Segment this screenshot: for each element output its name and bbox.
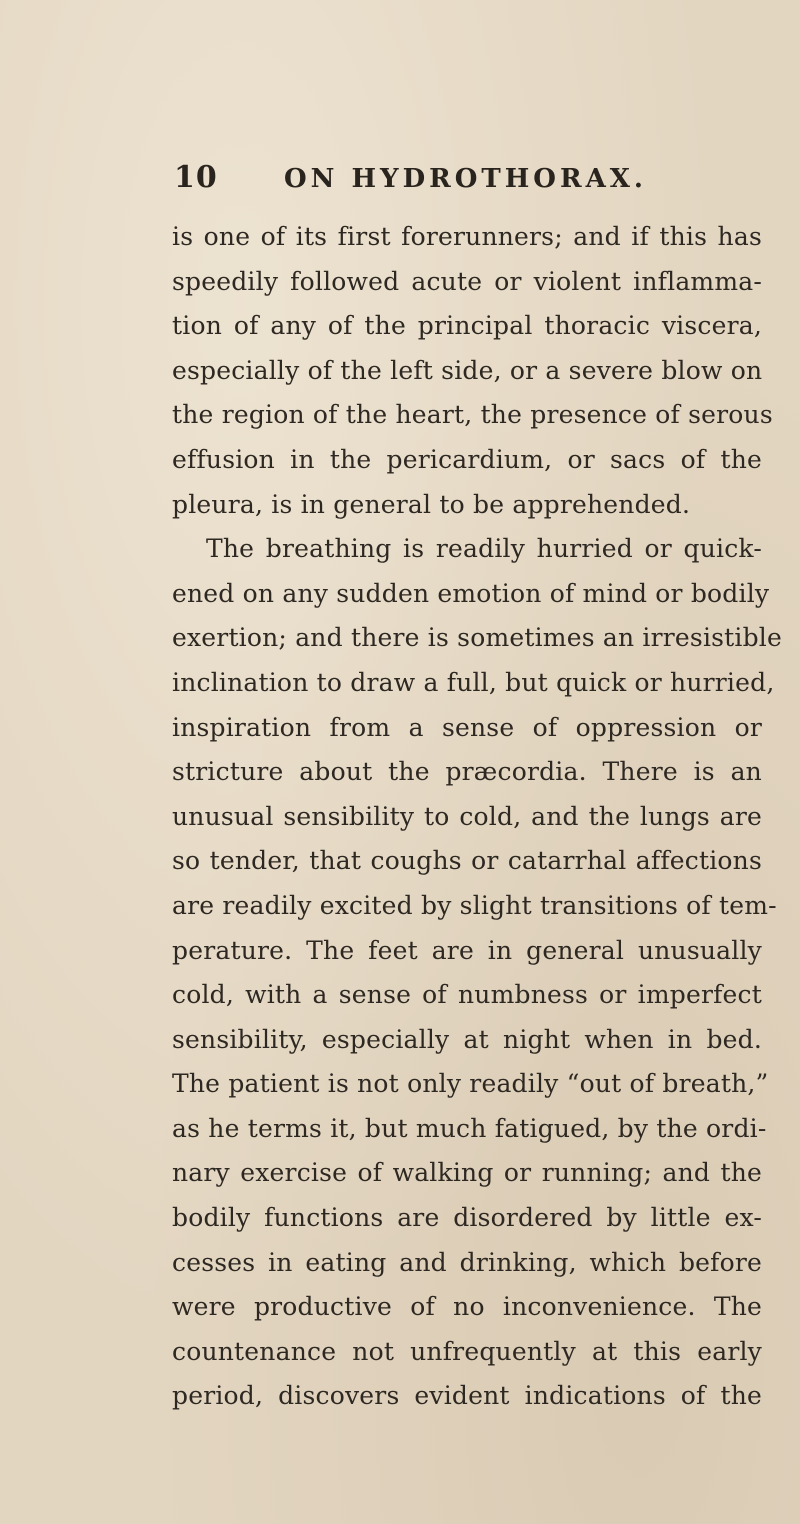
text-line: inclination to draw a full, but quick or hurried,: [172, 667, 775, 697]
running-head: ON HYDROTHORAX.: [284, 164, 647, 194]
text-line: especially of the left side, or a severe blow on: [172, 355, 763, 385]
page-header: [174, 160, 774, 204]
text-line: tion of any of the principal thoracic viscera,: [172, 311, 762, 341]
text-line: were productive of no inconvenience. The: [172, 1292, 762, 1322]
text-line: The patient is not only readily “out of breath,”: [172, 1069, 769, 1099]
text-line: the region of the heart, the presence of serous: [172, 400, 773, 430]
text-line: unusual sensibility to cold, and the lungs are: [172, 801, 762, 831]
text-line: cold, with a sense of numbness or imperfect: [172, 980, 762, 1010]
text-line: exertion; and there is sometimes an irresistible: [172, 623, 783, 653]
text-line: bodily functions are disordered by little ex-: [172, 1203, 762, 1233]
text-line: effusion in the pericardium, or sacs of the: [172, 444, 762, 474]
text-line: sensibility, especially at night when in bed.: [172, 1024, 762, 1054]
text-line: inspiration from a sense of oppression or: [172, 712, 762, 742]
text-line: is one of its first forerunners; and if this has: [172, 222, 762, 251]
text-line: so tender, that coughs or catarrhal affections: [172, 846, 762, 876]
text-line: ened on any sudden emotion of mind or bodily: [172, 578, 770, 608]
text-line: The breathing is readily hurried or quick-: [206, 534, 762, 564]
text-line: cesses in eating and drinking, which before: [172, 1247, 762, 1277]
text-line: as he terms it, but much fatigued, by the ordi-: [172, 1113, 767, 1143]
text-line: pleura, is in general to be apprehended.: [172, 489, 691, 519]
text-line: are readily excited by slight transitions of tem-: [172, 890, 777, 920]
text-line: countenance not unfrequently at this early: [172, 1336, 762, 1366]
body-text: [172, 215, 783, 1419]
text-line: perature. The feet are in general unusually: [172, 935, 762, 965]
text-line: period, discovers evident indications of the: [172, 1381, 762, 1411]
text-line: nary exercise of walking or running; and the: [172, 1158, 762, 1188]
page-number: 10: [174, 160, 218, 195]
text-line: stricture about the præcordia. There is an: [172, 757, 762, 787]
text-line: speedily followed acute or violent inflamma-: [172, 266, 762, 296]
